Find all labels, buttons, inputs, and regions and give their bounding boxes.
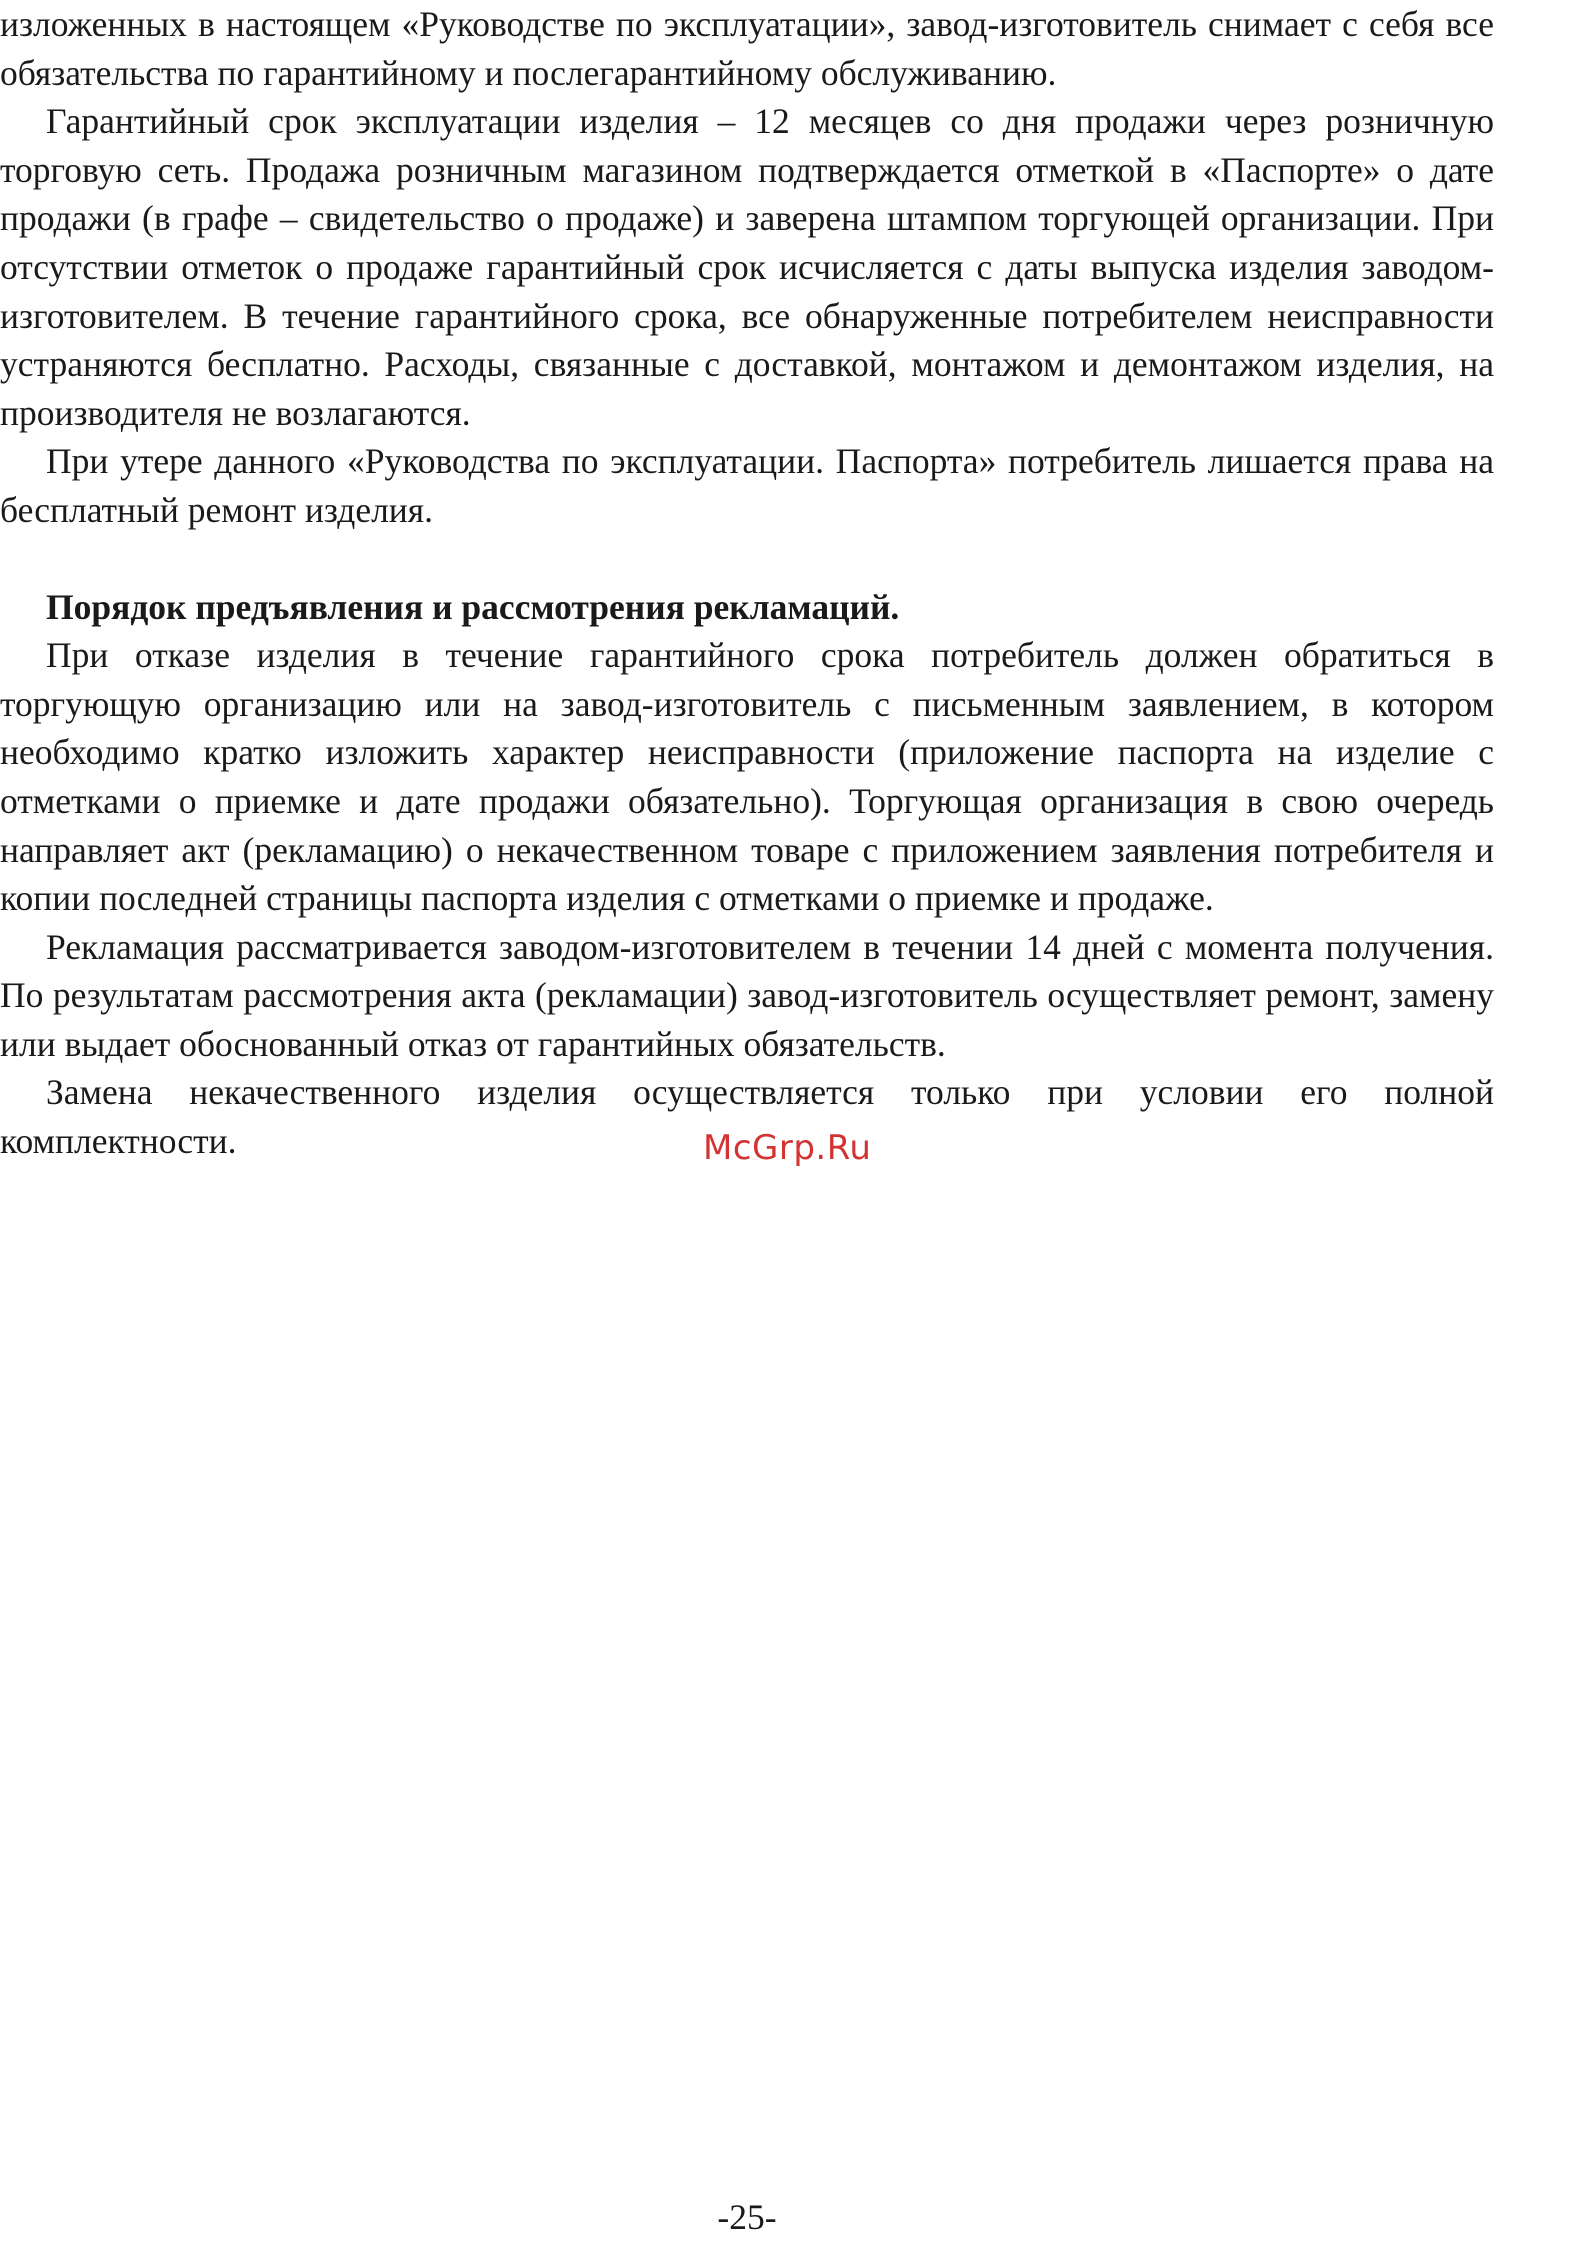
paragraph-claims-procedure: При отказе изделия в течение гарантийного срока потребитель должен обратиться в торгующую организацию или на завод-изготовитель с письменным заявлением, в котором необходимо кратко изложить характер неисправности (приложение паспорта на изделие с отметками о приемке и дате продажи обязательно). Торгующая организация в свою очередь направляет акт (рекламацию) о некачественном товаре с приложением заявления потребителя и копии последней страницы паспорта изделия с отметками о приемке и продаже. <box>0 635 1494 919</box>
watermark-text: McGrp.Ru <box>703 1128 872 1168</box>
page-number: -25- <box>717 2197 777 2237</box>
paragraph-warranty-intro: изложенных в настоящем «Руководстве по эксплуатации», завод-изготовитель снимает с себя все обязательства по гарантийному и послегарантийному обслуживанию. <box>0 4 1494 93</box>
paragraph-warranty-period: Гарантийный срок эксплуатации изделия – 12 месяцев со дня продажи через розничную торговую сеть. Продажа розничным магазином подтверждается отметкой в «Паспорте» о дате продажи (в графе – свидетельство о продаже) и заверена штампом торгующей организации. При отсутствии отметок о продаже гарантийный срок исчисляется с даты выпуска изделия заводом-изготовителем. В течение гарантийного срока, все обнаруженные потребителем неисправности устраняются бесплатно. Расходы, связанные с доставкой, монтажом и демонтажом изделия, на производителя не возлагаются. <box>0 101 1494 433</box>
paragraph-lost-manual: При утере данного «Руководства по эксплуатации. Паспорта» потребитель лишается права на бесплатный ремонт изделия. <box>0 441 1494 530</box>
paragraph-replacement: Замена некачественного изделия осуществляется только при условии его полной комплектности. <box>0 1072 1494 1162</box>
page-content <box>0 0 1494 1166</box>
section-heading-claims: Порядок предъявления и рассмотрения рекламаций. <box>46 586 900 627</box>
paragraph-claims-review: Рекламация рассматривается заводом-изготовителем в течении 14 дней с момента получения. По результатам рассмотрения акта (рекламации) завод-изготовитель осуществляет ремонт, замену или выдает обоснованный отказ от гарантийных обязательств. <box>0 926 1494 1064</box>
